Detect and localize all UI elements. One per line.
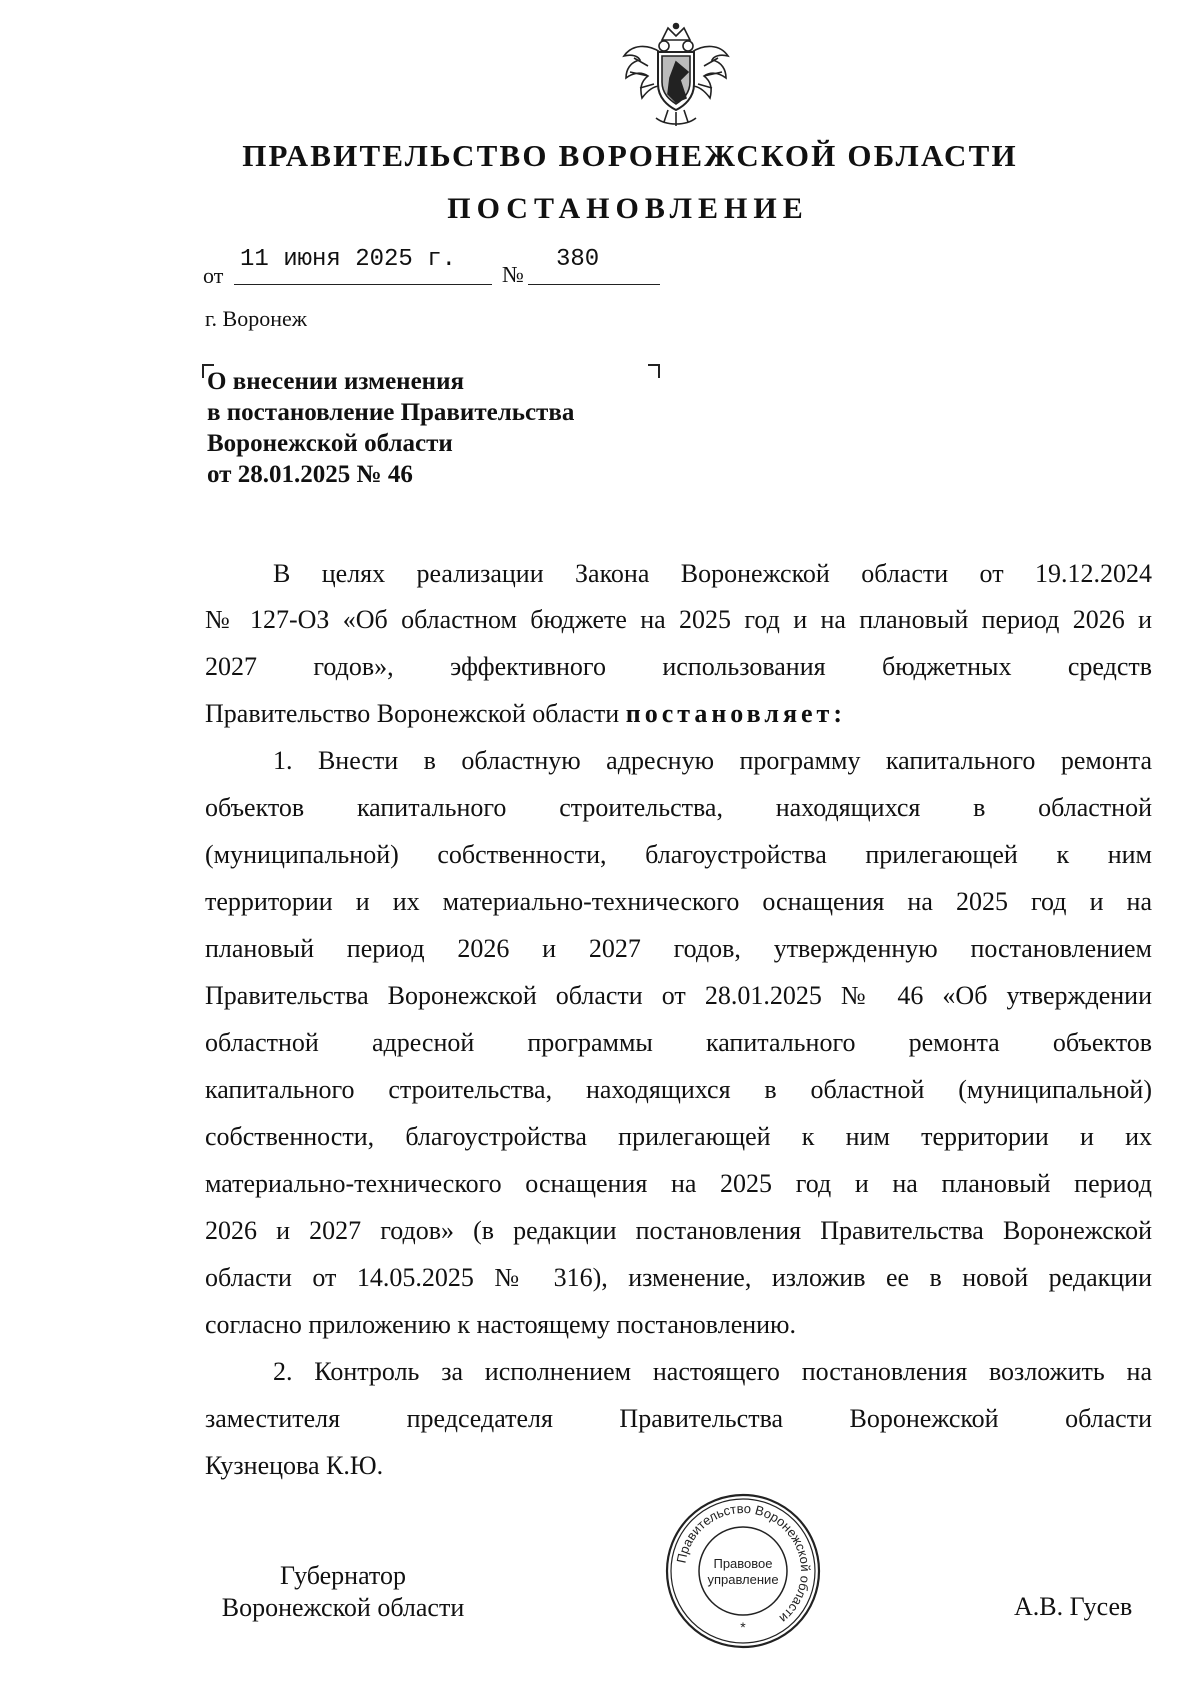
subject-line: О внесении изменения [207,368,465,395]
document-type: ПОСТАНОВЛЕНИЕ [447,192,809,225]
body-line: согласно приложению к настоящему постановлению. [205,1310,796,1339]
body-line: области от 14.05.2025 № 316), изменение, изложив ее в новой редакции [205,1263,1152,1292]
stamp-center-line: Правовое [713,1556,773,1571]
signatory-title-line: Воронежской области [221,1593,465,1622]
document-subject [207,366,574,490]
body-line [205,699,1152,729]
official-stamp [664,1492,822,1650]
body-line: В целях реализации Закона Воронежской области от 19.12.2024 [273,559,1152,588]
body-line: Кузнецова К.Ю. [205,1451,384,1480]
city: г. Воронеж [205,306,307,331]
body-line: капитального строительства, находящихся в областной (муниципальной) [205,1075,1152,1104]
body-line: плановый период 2026 и 2027 годов, утвержденную постановлением [205,934,1152,963]
number-label: № [502,262,524,287]
date-label: от [203,263,224,288]
stamp-ring-text: Правительство Воронежской области [673,1500,814,1627]
body-line: (муниципальной) собственности, благоустройства прилегающей к ним [205,840,1152,869]
document-number: 380 [556,246,600,273]
stamp-star: * [740,1619,746,1635]
organization-title: ПРАВИТЕЛЬСТВО ВОРОНЕЖСКОЙ ОБЛАСТИ [242,138,1018,173]
body-line: 2026 и 2027 годов» (в редакции постановления Правительства Воронежской [205,1216,1152,1245]
body-line: № 127-ОЗ «Об областном бюджете на 2025 год и на плановый период 2026 и [205,605,1152,634]
date-underline [234,284,492,285]
stamp-center-line: управление [707,1572,779,1587]
body-line: собственности, благоустройства прилегающей к ним территории и их [205,1122,1152,1151]
resolution-keyword: постановляет: [625,699,846,728]
subject-corner-right [648,364,660,378]
document-date: 11 июня 2025 г. [240,246,457,273]
body-line: Правительства Воронежской области от 28.01.2025 № 46 «Об утверждении [205,981,1152,1010]
signatory-title-line: Губернатор [280,1561,406,1590]
subject-line: от 28.01.2025 № 46 [207,461,413,488]
body-line: территории и их материально-технического оснащения на 2025 год и на [205,887,1152,916]
subject-line: Воронежской области [207,430,453,457]
body-line: 1. Внести в областную адресную программу капитального ремонта [273,746,1152,775]
signatory-name: А.В. Гусев [1014,1592,1133,1621]
body-line: 2. Контроль за исполнением настоящего постановления возложить на [273,1357,1152,1386]
number-underline [528,284,660,285]
body-line: материально-технического оснащения на 2025 год и на плановый период [205,1169,1152,1198]
body-line: объектов капитального строительства, находящихся в областной [205,793,1152,822]
body-line: областной адресной программы капитального ремонта объектов [205,1028,1152,1057]
subject-line: в постановление Правительства [207,399,575,426]
body-line: 2027 годов», эффективного использования бюджетных средств [205,652,1152,681]
body-text: Правительство Воронежской области [205,699,620,728]
signatory-title [208,1560,478,1624]
body-line: заместителя председателя Правительства Воронежской области [205,1404,1152,1433]
coat-of-arms-icon [618,22,734,132]
